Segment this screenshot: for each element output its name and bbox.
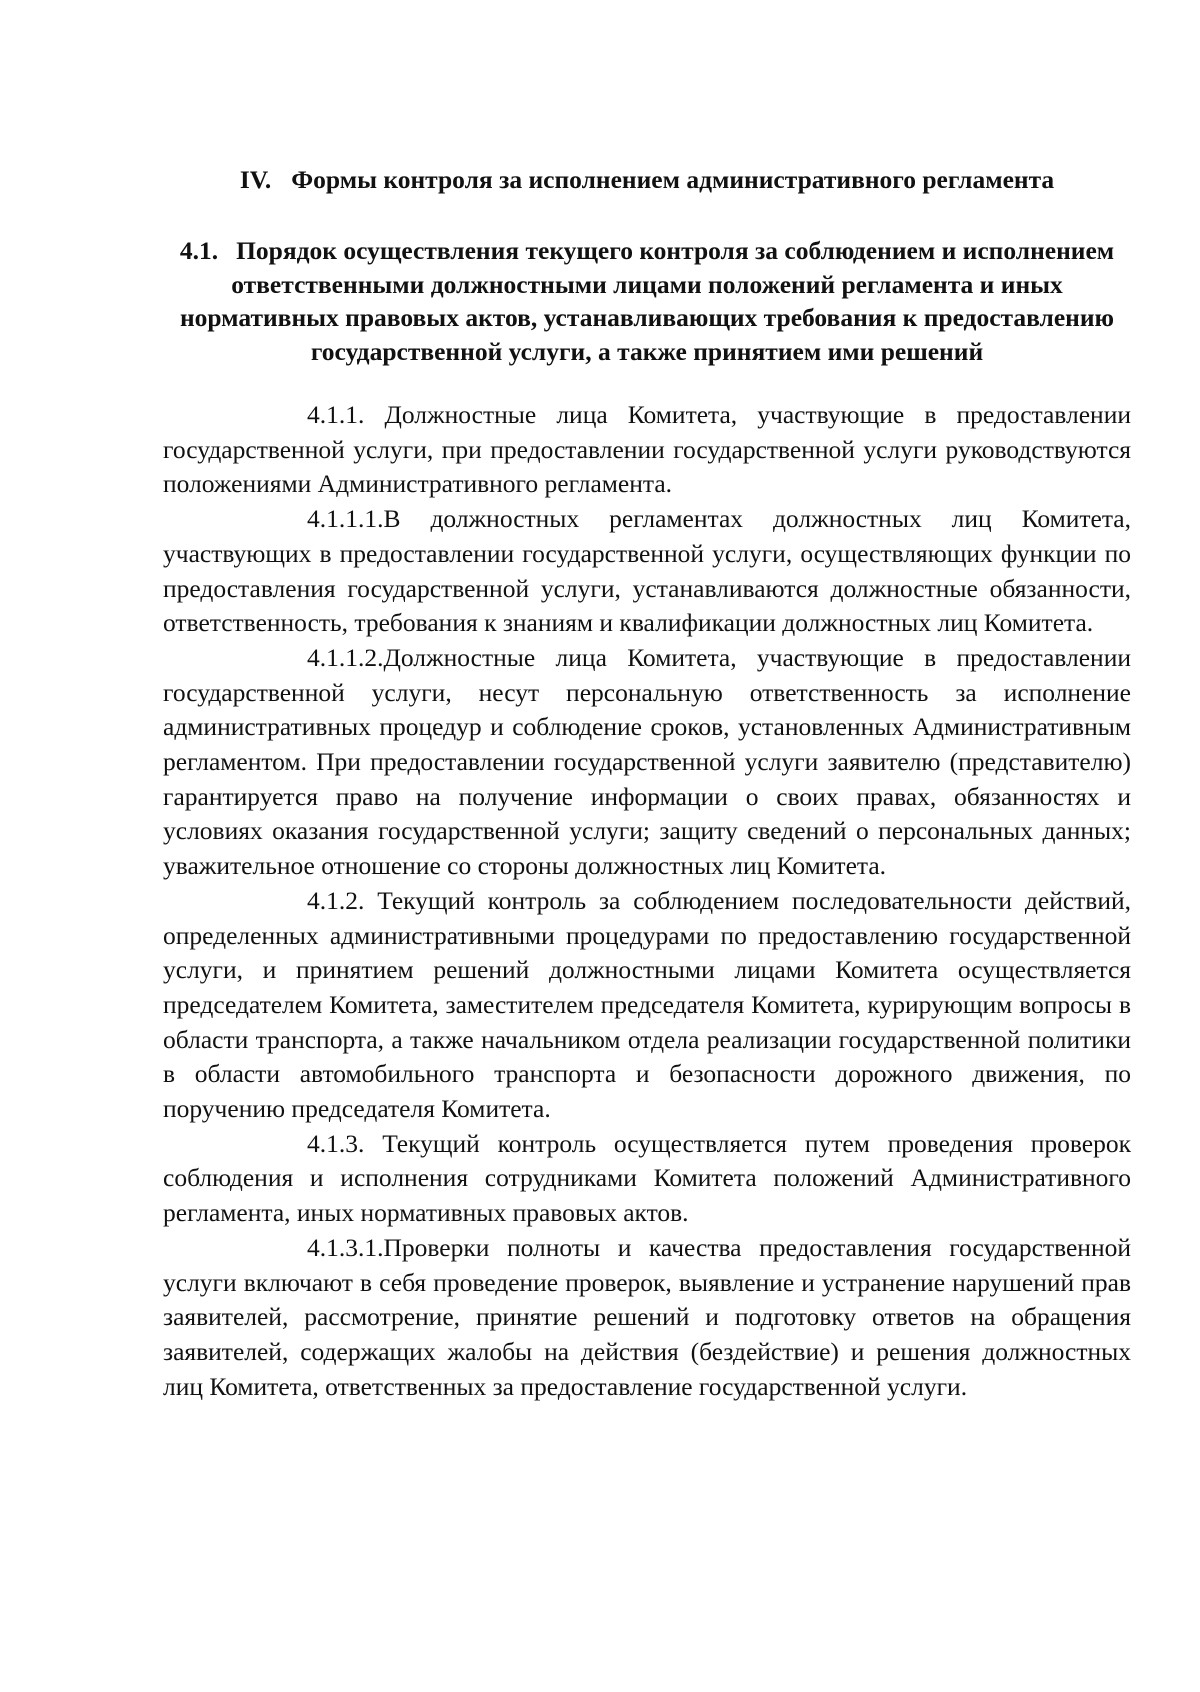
- subsection-heading: [163, 234, 1131, 368]
- paragraph-text: Текущий контроль за соблюдением последовательности действий, определенных административными процедурами по предоставлению государственной услуги, и принятием решений должностными лицами Комитета осуществляется председателем Комитета, заместителем председателя Комитета, курирующим вопросы в области транспорта, а также начальником отдела реализации государственной политики в области автомобильного транспорта и безопасности дорожного движения, по поручению председателя Комитета.: [163, 885, 1132, 1124]
- paragraph-text: Должностные лица Комитета, участвующие в предоставлении государственной услуги, при предоставлении государственной услуги руководствуются положениями Административного регламента.: [163, 400, 1131, 499]
- section-title: Формы контроля за исполнением административного регламента: [291, 165, 1055, 194]
- paragraph-text: Текущий контроль осуществляется путем проведения проверок соблюдения и исполнения сотрудниками Комитета положений Административного регламента, иных нормативных правовых актов.: [163, 1128, 1132, 1228]
- paragraph-number: 4.1.1.2.: [307, 642, 384, 672]
- subsection-title: Порядок осуществления текущего контроля за соблюдением и исполнением ответственными должностными лицами положений регламента и иных нормативных правовых актов, устанавливающих требования к предоставлению государственной услуги, а также принятием ими решений: [179, 236, 1115, 366]
- paragraph-4-1-1-2: [163, 641, 1131, 884]
- section-heading: [163, 164, 1131, 196]
- section-number: IV.: [239, 165, 272, 194]
- paragraph-text: В должностных регламентах должностных лиц Комитета, участвующих в предоставлении государственной услуги, осуществляющих функции по предоставления государственной услуги, устанавливаются должностные обязанности, ответственность, требования к знаниям и квалификации должностных лиц Комитета.: [163, 504, 1131, 638]
- document-content: [163, 164, 1131, 1404]
- paragraph-number: 4.1.3.: [307, 1128, 365, 1158]
- paragraph-4-1-2: [163, 884, 1131, 1127]
- paragraph-number: 4.1.3.1.: [307, 1232, 384, 1262]
- paragraph-number: 4.1.1.: [307, 400, 365, 429]
- paragraph-text: Проверки полноты и качества предоставления государственной услуги включают в себя проведение проверок, выявление и устранение нарушений прав заявителей, рассмотрение, принятие решений и подготовку ответов на обращения заявителей, содержащих жалобы на действия (бездействие) и решения должностных лиц Комитета, ответственных за предоставление государственной услуги.: [163, 1232, 1131, 1401]
- paragraph-number: 4.1.2.: [307, 885, 365, 915]
- document-body: [163, 398, 1131, 1404]
- paragraph-4-1-3: [163, 1127, 1131, 1231]
- paragraph-number: 4.1.1.1.: [307, 504, 384, 534]
- subsection-number: 4.1.: [179, 236, 219, 265]
- paragraph-4-1-3-1: [163, 1231, 1131, 1405]
- paragraph-text: Должностные лица Комитета, участвующие в предоставлении государственной услуги, несут персональную ответственность за исполнение административных процедур и соблюдение сроков, установленных Административным регламентом. При предоставлении государственной услуги заявителю (представителю) гарантируется право на получение информации о своих правах, обязанностях и условиях оказания государственной услуги; защиту сведений о персональных данных; уважительное отношение со стороны должностных лиц Комитета.: [163, 642, 1131, 881]
- paragraph-4-1-1-1: [163, 502, 1131, 641]
- paragraph-4-1-1: [163, 398, 1131, 502]
